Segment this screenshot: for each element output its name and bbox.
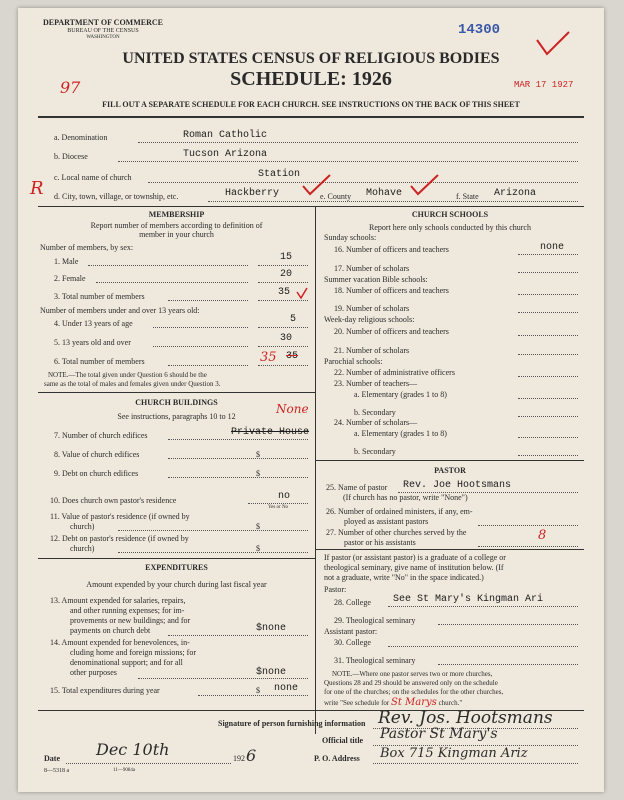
q3-line [258, 300, 308, 301]
graduate-note-2: theological seminary, give name of institution below. (If [324, 563, 504, 572]
q6-struck-value: 35 [286, 351, 299, 362]
by-sex-label: Number of members, by sex: [40, 243, 134, 252]
q23a-line [518, 398, 578, 399]
section-rule-top [38, 206, 584, 207]
q24a-line [518, 437, 578, 438]
q8-label: 8. Value of church edifices [54, 450, 140, 459]
q15-label: 15. Total expenditures during year [50, 686, 160, 695]
po-address-value: Box 715 Kingman Ariz [380, 746, 528, 761]
po-address-line [373, 763, 578, 764]
date-label: Date [44, 754, 60, 763]
q6-label: 6. Total number of members [54, 357, 145, 366]
q6-value: 35 [260, 350, 277, 365]
q2-value: 20 [280, 269, 293, 280]
q25-hint: (If church has no pastor, write "None") [343, 493, 468, 502]
q4-line [258, 327, 308, 328]
form-number-2: 11—9084a [113, 768, 136, 773]
signature-label: Signature of person furnishing information [218, 719, 366, 728]
sunday-label: Sunday schools: [324, 233, 377, 242]
county-value: Mohave [366, 188, 403, 199]
q15-value: none [274, 683, 299, 694]
q7-value: Private House [231, 427, 310, 438]
received-date-stamp: MAR 17 1927 [514, 80, 574, 90]
q23-label: 23. Number of teachers— [334, 379, 418, 388]
q14-value: $none [256, 667, 287, 678]
expenditures-heading: EXPENDITURES [145, 563, 208, 572]
q23b-label: b. Secondary [354, 408, 396, 417]
q17-label: 17. Number of scholars [334, 264, 410, 273]
q14-label-2: cluding home and foreign missions; for [70, 648, 196, 657]
city-value: Hackberry [225, 188, 280, 199]
q15-dollar: $ [256, 686, 260, 695]
q13-label-1: 13. Amount expended for salaries, repairs, [50, 596, 186, 605]
q24-label: 24. Number of scholars— [334, 418, 418, 427]
q1-line [258, 265, 308, 266]
diocese-value: Tucson Arizona [183, 149, 268, 160]
q13-value: $none [256, 623, 287, 634]
q3-leader [168, 300, 248, 301]
q11-label-1: 11. Value of pastor's residence (if owned by [50, 512, 190, 521]
pastor-note-1: NOTE.—Where one pastor serves two or more churches, [332, 670, 493, 678]
membership-sub2: member in your church [139, 230, 214, 239]
q14-label-1: 14. Amount expended for benevolences, in- [50, 638, 190, 647]
q22-line [518, 376, 578, 377]
graduate-rule [315, 549, 584, 550]
q27-line [478, 546, 578, 547]
weekday-label: Week-day religious schools: [324, 315, 415, 324]
po-address-label: P. O. Address [314, 754, 360, 763]
pastor-sub-label: Pastor: [324, 585, 347, 594]
bureau-city: WASHINGTON [86, 35, 120, 40]
schools-sub: Report here only schools conducted by this church [369, 223, 531, 232]
membership-note-1: NOTE.—The total given under Question 6 should be the [48, 371, 207, 379]
local-name-value: Station [258, 169, 301, 180]
q11-line [118, 530, 308, 531]
q28-value: See St Mary's Kingman Ari [393, 594, 544, 605]
q26-label-1: 26. Number of ordained ministers, if any, em- [326, 507, 473, 516]
buildings-heading: CHURCH BUILDINGS [135, 398, 218, 407]
parochial-label: Parochial schools: [324, 357, 383, 366]
q5-value: 30 [280, 333, 293, 344]
membership-sub1: Report number of members according to definition of [90, 221, 263, 230]
age-heading: Number of members under and over 13 years old: [40, 306, 200, 315]
q15-line [198, 695, 308, 696]
q23b-line [518, 416, 578, 417]
q28-line [388, 606, 578, 607]
q10-line [248, 503, 308, 504]
state-value: Arizona [494, 188, 537, 199]
q4-leader [153, 327, 248, 328]
buildings-rule [38, 392, 315, 393]
q21-label: 21. Number of scholars [334, 346, 410, 355]
pastor-note-4 [324, 697, 462, 708]
q13-label-2: and other running expenses; for im- [70, 606, 185, 615]
q5-label: 5. 13 years old and over [54, 338, 131, 347]
q22-label: 22. Number of administrative officers [334, 368, 455, 377]
graduate-note-1: If pastor (or assistant pastor) is a graduate of a college or [324, 553, 506, 562]
q26-label-2: ployed as assistant pastors [344, 517, 429, 526]
pastor-note-4-end: church." [438, 699, 463, 707]
q16-label: 16. Number of officers and teachers [334, 245, 449, 254]
q30-line [388, 646, 578, 647]
q11-dollar: $ [256, 522, 260, 531]
q2-line [258, 282, 308, 283]
q10-value: no [278, 491, 291, 502]
pastor-rule [315, 460, 584, 461]
q27-label-1: 27. Number of other churches served by the [326, 528, 467, 537]
q14-line [138, 678, 308, 679]
denomination-value: Roman Catholic [183, 130, 268, 141]
schools-heading: CHURCH SCHOOLS [411, 210, 489, 219]
schedule-title: SCHEDULE: 1926 [230, 68, 392, 90]
q29-label: 29. Theological seminary [334, 616, 416, 625]
expenditures-sub: Amount expended by your church during last fiscal year [86, 580, 267, 589]
q28-label: 28. College [334, 598, 371, 607]
q30-label: 30. College [334, 638, 371, 647]
q2-leader [96, 282, 248, 283]
signature-value: Rev. Jos. Hootsmans [378, 708, 553, 728]
expenditures-rule [38, 558, 315, 559]
q18-line [518, 294, 578, 295]
q4-label: 4. Under 13 years of age [54, 319, 133, 328]
pastor-note-2: Questions 28 and 29 should be answered only on the schedule [324, 679, 498, 687]
county-check-icon [408, 172, 442, 198]
q16-line [518, 254, 578, 255]
local-name-label: c. Local name of church [54, 173, 132, 182]
q20-label: 20. Number of officers and teachers [334, 327, 449, 336]
state-label: f. State [456, 192, 479, 201]
q3-check-icon [295, 286, 309, 300]
q14-label-4: other purposes [70, 668, 117, 677]
q3-label: 3. Total number of members [54, 292, 145, 301]
date-value: Dec 10th [96, 740, 170, 759]
pastor-note-4-hand: St Marys [391, 697, 437, 708]
q9-label: 9. Debt on church edifices [54, 469, 139, 478]
graduate-note-3: not a graduate, write "No" in the space indicated.) [324, 573, 484, 582]
q19-line [518, 312, 578, 313]
margin-mark: R [30, 178, 44, 199]
q6-leader [168, 365, 248, 366]
q3-value: 35 [278, 287, 291, 298]
census-schedule-form [18, 8, 604, 792]
q1-value: 15 [280, 252, 293, 263]
q7-line [168, 439, 308, 440]
q19-label: 19. Number of scholars [334, 304, 410, 313]
q13-label-3: provements or new buildings; and for [70, 616, 191, 625]
q24a-label: a. Elementary (grades 1 to 8) [354, 429, 447, 438]
pastor-heading: PASTOR [434, 466, 466, 475]
q25-label: 25. Name of pastor [326, 483, 388, 492]
denomination-label: a. Denomination [54, 133, 108, 142]
q27-label-2: pastor or his assistants [344, 538, 416, 547]
q25-value: Rev. Joe Hootsmans [403, 480, 512, 491]
membership-heading: MEMBERSHIP [148, 210, 205, 219]
q31-label: 31. Theological seminary [334, 656, 416, 665]
q2-label: 2. Female [54, 274, 86, 283]
handwritten-number: 97 [60, 78, 81, 97]
pastor-note-3: for one of the churches; on the schedules for the other churches, [324, 688, 504, 696]
q16-value: none [540, 242, 565, 253]
q1-leader [88, 265, 248, 266]
q9-line [168, 477, 308, 478]
year-digit: 6 [246, 746, 257, 765]
pastor-note-4-start: write "See schedule for [324, 699, 390, 707]
q9-dollar: $ [256, 469, 260, 478]
date-line [66, 763, 231, 764]
q14-label-3: denominational support; and for all [70, 658, 183, 667]
q21-line [518, 354, 578, 355]
membership-note-2: same as the total of males and females given under Question 3. [44, 380, 221, 388]
serial-number: 14300 [458, 22, 501, 38]
q20-line [518, 335, 578, 336]
assistant-label: Assistant pastor: [324, 627, 378, 636]
q24b-label: b. Secondary [354, 447, 396, 456]
county-label: e. County [320, 192, 352, 201]
q31-line [438, 664, 578, 665]
q17-line [518, 272, 578, 273]
official-title-label: Official title [322, 736, 364, 745]
q5-line [258, 346, 308, 347]
q27-value: 8 [538, 528, 547, 543]
q8-dollar: $ [256, 450, 260, 459]
q23a-label: a. Elementary (grades 1 to 8) [354, 390, 447, 399]
q13-line [168, 635, 308, 636]
form-title: UNITED STATES CENSUS OF RELIGIOUS BODIES [122, 50, 500, 67]
fill-instruction: FILL OUT A SEPARATE SCHEDULE FOR EACH CHURCH. SEE INSTRUCTIONS ON THE BACK OF THIS SHEET [102, 100, 520, 109]
denomination-line [138, 142, 578, 143]
q12-line [118, 552, 308, 553]
buildings-none-note: None [276, 402, 309, 416]
q7-label: 7. Number of church edifices [54, 431, 148, 440]
bureau-name: BUREAU OF THE CENSUS [67, 28, 139, 34]
q10-label: 10. Does church own pastor's residence [50, 496, 177, 505]
diocese-label: b. Diocese [54, 152, 88, 161]
q6-line [258, 365, 308, 366]
q29-line [438, 624, 578, 625]
q8-line [168, 458, 308, 459]
q26-line [478, 525, 578, 526]
city-line [208, 201, 578, 202]
q12-label-1: 12. Debt on pastor's residence (if owned by [50, 534, 189, 543]
q11-label-2: church) [70, 522, 95, 531]
year-prefix: 192 [233, 754, 245, 763]
q4-value: 5 [290, 314, 297, 325]
official-title-value: Pastor St Mary's [380, 726, 498, 742]
form-number: 8—5318 a [44, 768, 70, 774]
q12-dollar: $ [256, 544, 260, 553]
q5-leader [153, 346, 248, 347]
q10-hint: Yes or No [268, 505, 289, 510]
buildings-sub: See instructions, paragraphs 10 to 12 [117, 412, 236, 421]
q1-label: 1. Male [54, 257, 79, 266]
department-name: DEPARTMENT OF COMMERCE [42, 18, 163, 27]
q13-label-4: payments on church debt [70, 626, 151, 635]
q24b-line [518, 455, 578, 456]
header-rule [38, 116, 584, 118]
city-label: d. City, town, village, or township, etc. [54, 192, 179, 201]
vacation-label: Summer vacation Bible schools: [324, 275, 428, 284]
diocese-line [118, 161, 578, 162]
q12-label-2: church) [70, 544, 95, 553]
q18-label: 18. Number of officers and teachers [334, 286, 449, 295]
local-name-line [148, 182, 578, 183]
